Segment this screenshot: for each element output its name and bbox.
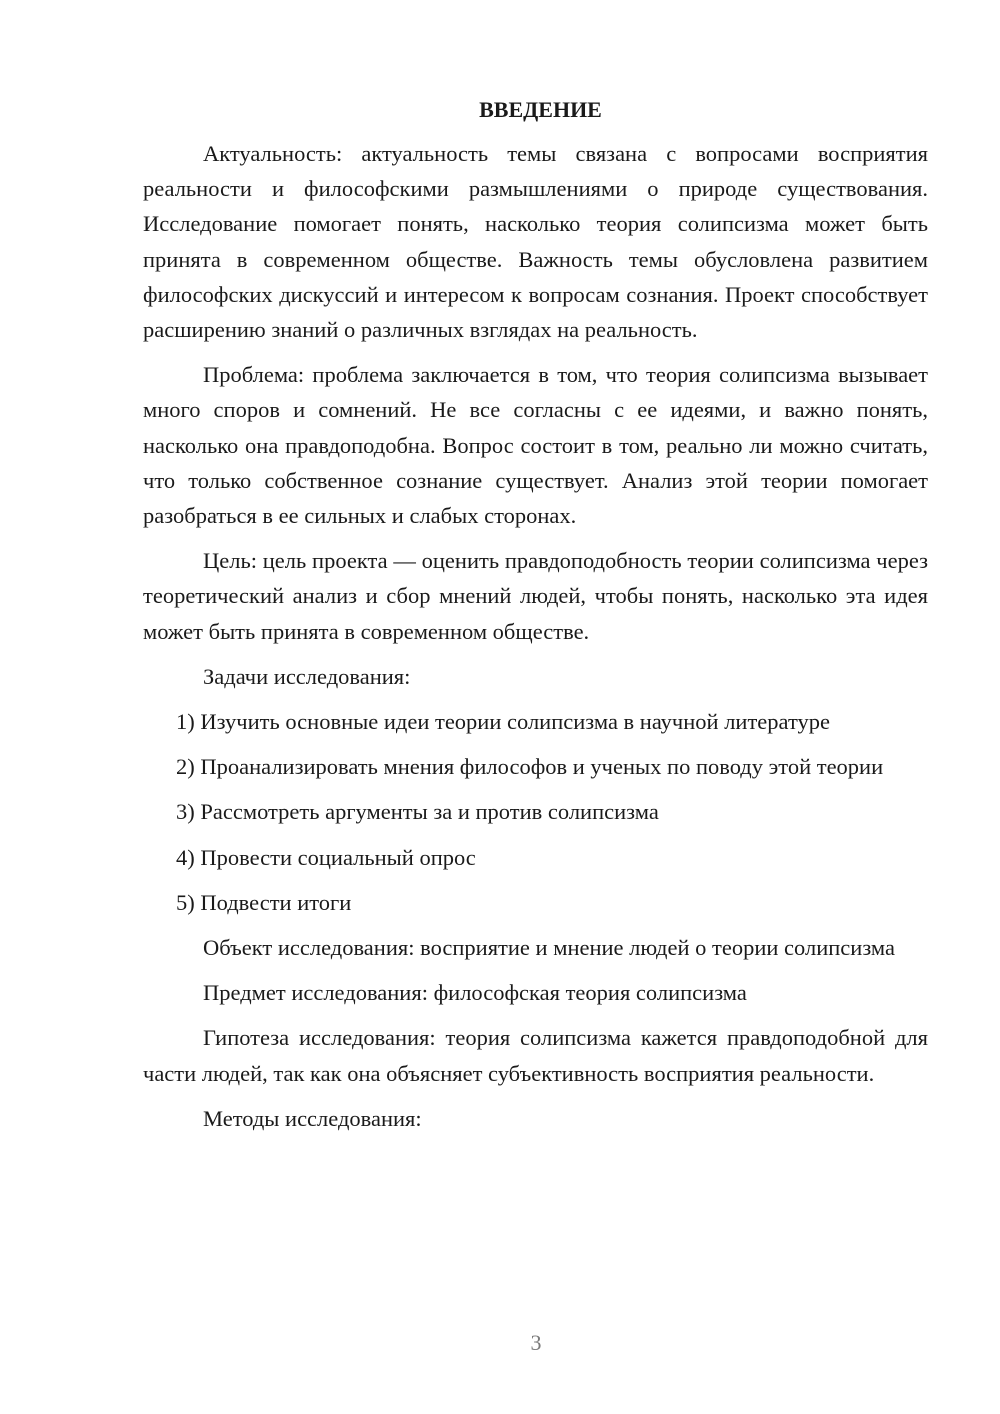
paragraph-relevance: Актуальность: актуальность темы связана с вопросами восприятия реальности и философскими размышлениями о природе существования. Исследование помогает понять, насколько теория солипсизма может быть принята в современном обществе. Важность темы обусловлена развитием философских дискуссий и интересом к вопросам сознания. Проект способствует расширению знаний о различных взглядах на реальность.: [143, 141, 928, 343]
task-item: 5) Подвести итоги: [176, 889, 352, 915]
task-item: 3) Рассмотреть аргументы за и против солипсизма: [176, 799, 659, 825]
section-title: ВВЕДЕНИЕ: [479, 97, 602, 122]
task-item: 4) Провести социальный опрос: [176, 844, 476, 870]
task-item: 2) Проанализировать мнения философов и ученых по поводу этой теории: [176, 754, 884, 780]
paragraph-methods: Методы исследования:: [203, 1105, 422, 1131]
paragraph-problem: Проблема: проблема заключается в том, что теория солипсизма вызывает много споров и сомнений. Не все согласны с ее идеями, и важно понять, насколько она правдоподобна. Вопрос состоит в том, реально ли можно считать, что только собственное сознание существует. Анализ этой теории помогает разобраться в ее сильных и слабых сторонах.: [143, 362, 928, 529]
paragraph-object: Объект исследования: восприятие и мнение людей о теории солипсизма: [203, 935, 895, 961]
tasks-heading: Задачи исследования:: [203, 663, 411, 689]
paragraph-subject: Предмет исследования: философская теория солипсизма: [203, 980, 747, 1006]
page-number: 3: [530, 1330, 542, 1355]
paragraph-hypothesis: Гипотеза исследования: теория солипсизма кажется правдоподобной для части людей, так как она объясняет субъективность восприятия реальности.: [143, 1025, 928, 1086]
task-item: 1) Изучить основные идеи теории солипсизма в научной литературе: [176, 709, 830, 735]
page-content: [143, 94, 928, 1146]
paragraph-goal: Цель: цель проекта — оценить правдоподобность теории солипсизма через теоретический анализ и сбор мнений людей, чтобы понять, насколько эта идея может быть принята в современном обществе.: [143, 548, 928, 644]
